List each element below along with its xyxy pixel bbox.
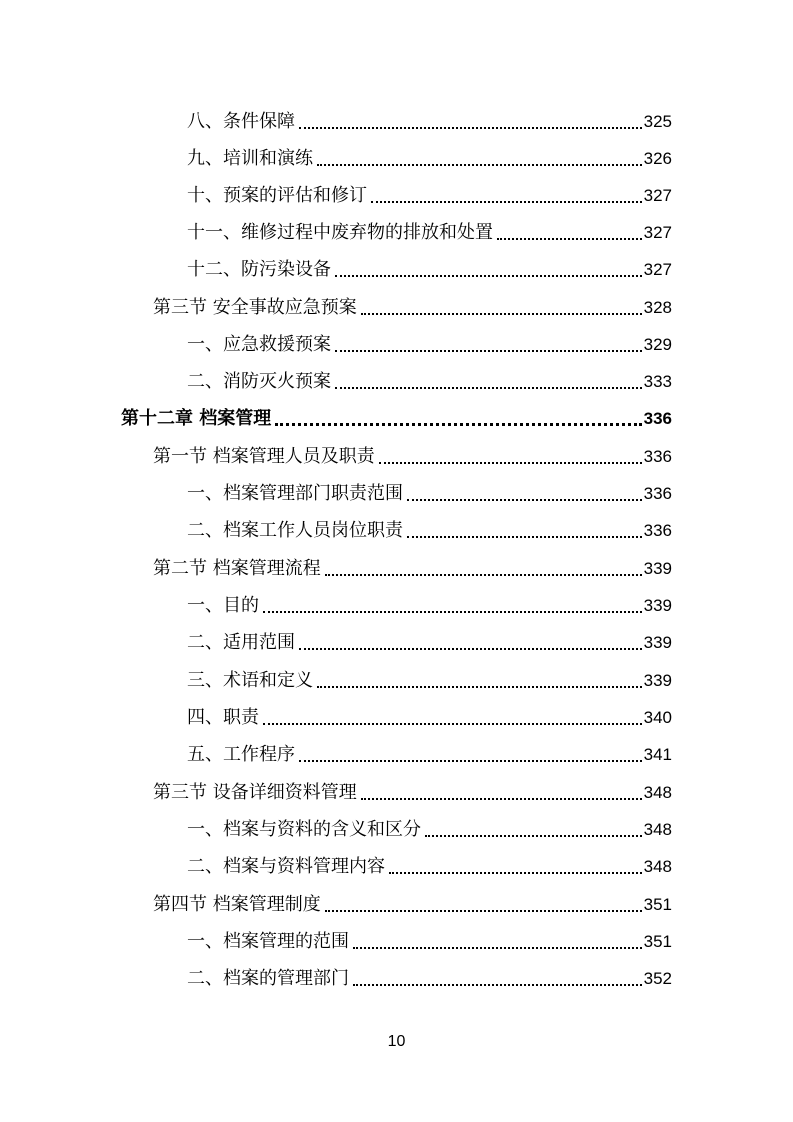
toc-chapter-entry[interactable] <box>121 397 672 434</box>
toc-leader-dots <box>275 422 641 426</box>
toc-leader-dots <box>263 610 642 613</box>
toc-entry-page: 333 <box>643 372 672 391</box>
toc-entry[interactable] <box>187 137 672 174</box>
toc-entry[interactable] <box>187 509 672 546</box>
toc-entry-title: 九、培训和演练 <box>187 148 313 169</box>
toc-entry-title: 三、术语和定义 <box>187 670 313 691</box>
toc-entry-page: 327 <box>643 223 672 242</box>
toc-entry-title: 一、档案管理的范围 <box>187 931 349 952</box>
toc-entry-title: 第三节 安全事故应急预案 <box>153 297 357 318</box>
toc-entry-page: 336 <box>643 409 672 428</box>
toc-entry-title: 第一节 档案管理人员及职责 <box>153 446 375 467</box>
toc-entry-page: 327 <box>643 186 672 205</box>
toc-entry[interactable] <box>187 584 672 621</box>
toc-entry-page: 339 <box>643 596 672 615</box>
toc-leader-dots <box>407 535 642 538</box>
toc-leader-dots <box>353 983 642 986</box>
page-number: 10 <box>387 1033 406 1050</box>
toc-entry-title: 一、档案与资料的含义和区分 <box>187 819 421 840</box>
toc-leader-dots <box>353 946 642 949</box>
toc-leader-dots <box>379 461 642 464</box>
toc-entry-title: 第二节 档案管理流程 <box>153 558 321 579</box>
toc-entry-page: 336 <box>643 521 672 540</box>
toc-leader-dots <box>361 312 642 315</box>
toc-section-entry[interactable] <box>153 435 672 472</box>
toc-entry-page: 351 <box>643 932 672 951</box>
toc-leader-dots <box>371 200 642 203</box>
toc-leader-dots <box>263 722 642 725</box>
toc-entry[interactable] <box>187 472 672 509</box>
toc-leader-dots <box>299 647 642 650</box>
toc-entry-page: 339 <box>643 633 672 652</box>
toc-entry[interactable] <box>187 174 672 211</box>
toc-entry-page: 351 <box>643 895 672 914</box>
toc-section-entry[interactable] <box>153 286 672 323</box>
toc-entry[interactable] <box>187 696 672 733</box>
toc-entry-title: 二、档案的管理部门 <box>187 968 349 989</box>
toc-entry[interactable] <box>187 323 672 360</box>
toc-entry-title: 二、消防灭火预案 <box>187 371 331 392</box>
toc-entry-page: 339 <box>643 559 672 578</box>
toc-leader-dots <box>335 274 642 277</box>
toc-leader-dots <box>425 834 642 837</box>
toc-entry-title: 十二、防污染设备 <box>187 259 331 280</box>
toc-entry-title: 十一、维修过程中废弃物的排放和处置 <box>187 222 493 243</box>
toc-entry-page: 328 <box>643 298 672 317</box>
toc-leader-dots <box>317 163 642 166</box>
toc-entry[interactable] <box>187 733 672 770</box>
toc-entry-page: 352 <box>643 969 672 988</box>
toc-entry-page: 326 <box>643 149 672 168</box>
toc-entry-title: 一、应急救援预案 <box>187 334 331 355</box>
toc-entry-page: 348 <box>643 783 672 802</box>
toc-leader-dots <box>317 685 642 688</box>
toc-entry[interactable] <box>187 211 672 248</box>
toc-entry-page: 348 <box>643 857 672 876</box>
toc-entry-page: 336 <box>643 484 672 503</box>
toc-entry-title: 二、适用范围 <box>187 632 295 653</box>
toc-leader-dots <box>335 349 642 352</box>
toc-entry[interactable] <box>187 100 672 137</box>
toc-entry-page: 327 <box>643 260 672 279</box>
toc-section-entry[interactable] <box>153 771 672 808</box>
toc-section-entry[interactable] <box>153 547 672 584</box>
toc-entry-title: 第三节 设备详细资料管理 <box>153 782 357 803</box>
toc-entry-title: 一、目的 <box>187 595 259 616</box>
toc-entry[interactable] <box>187 621 672 658</box>
toc-entry[interactable] <box>187 360 672 397</box>
toc-entry-page: 339 <box>643 671 672 690</box>
toc-leader-dots <box>389 871 642 874</box>
toc-entry-title: 四、职责 <box>187 707 259 728</box>
toc-entry-title: 二、档案与资料管理内容 <box>187 856 385 877</box>
toc-entry[interactable] <box>187 659 672 696</box>
toc-leader-dots <box>299 759 642 762</box>
toc-entry[interactable] <box>187 845 672 882</box>
toc-entry-title: 八、条件保障 <box>187 111 295 132</box>
toc-entry[interactable] <box>187 920 672 957</box>
toc-leader-dots <box>325 909 642 912</box>
toc-entry[interactable] <box>187 248 672 285</box>
toc-leader-dots <box>299 126 642 129</box>
toc-leader-dots <box>407 498 642 501</box>
toc-entry-title: 二、档案工作人员岗位职责 <box>187 520 403 541</box>
toc-entry-page: 341 <box>643 745 672 764</box>
toc-entry-title: 第四节 档案管理制度 <box>153 894 321 915</box>
toc-entry-page: 336 <box>643 447 672 466</box>
toc-section-entry[interactable] <box>153 883 672 920</box>
toc-entry-title: 第十二章 档案管理 <box>121 408 272 429</box>
toc-leader-dots <box>497 237 642 240</box>
toc-entry-page: 325 <box>643 112 672 131</box>
toc-entry[interactable] <box>187 957 672 994</box>
toc-entry-page: 340 <box>643 708 672 727</box>
toc-entry[interactable] <box>187 808 672 845</box>
toc-entry-page: 329 <box>643 335 672 354</box>
toc-leader-dots <box>335 386 642 389</box>
toc-entry-title: 十、预案的评估和修订 <box>187 185 367 206</box>
toc-entry-title: 五、工作程序 <box>187 744 295 765</box>
toc-leader-dots <box>361 797 642 800</box>
toc-entry-page: 348 <box>643 820 672 839</box>
toc-leader-dots <box>325 573 642 576</box>
toc-entry-title: 一、档案管理部门职责范围 <box>187 483 403 504</box>
